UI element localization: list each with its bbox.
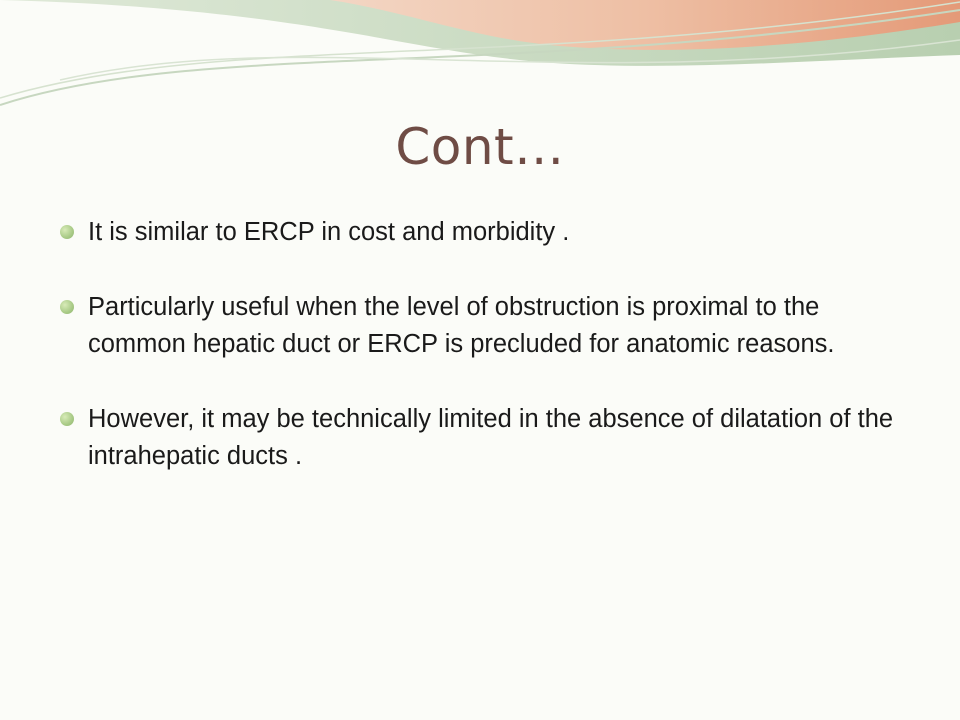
bullet-item: [60, 289, 920, 363]
bullet-text: However, it may be technically limited in the absence of dilatation of the intrahepatic ducts .: [88, 405, 894, 470]
bullet-dot-icon: [60, 300, 74, 314]
bullet-item: [60, 214, 920, 251]
bullet-item: [60, 401, 920, 475]
header-wave-decoration: [0, 0, 960, 130]
bullet-dot-icon: [60, 412, 74, 426]
bullet-list: [60, 214, 920, 513]
bullet-text: Particularly useful when the level of obstruction is proximal to the common hepatic duct or ERCP is precluded for anatomic reasons.: [88, 293, 835, 358]
bullet-dot-icon: [60, 225, 74, 239]
slide-title: Cont…: [395, 118, 565, 176]
bullet-text: It is similar to ERCP in cost and morbidity .: [88, 218, 570, 246]
